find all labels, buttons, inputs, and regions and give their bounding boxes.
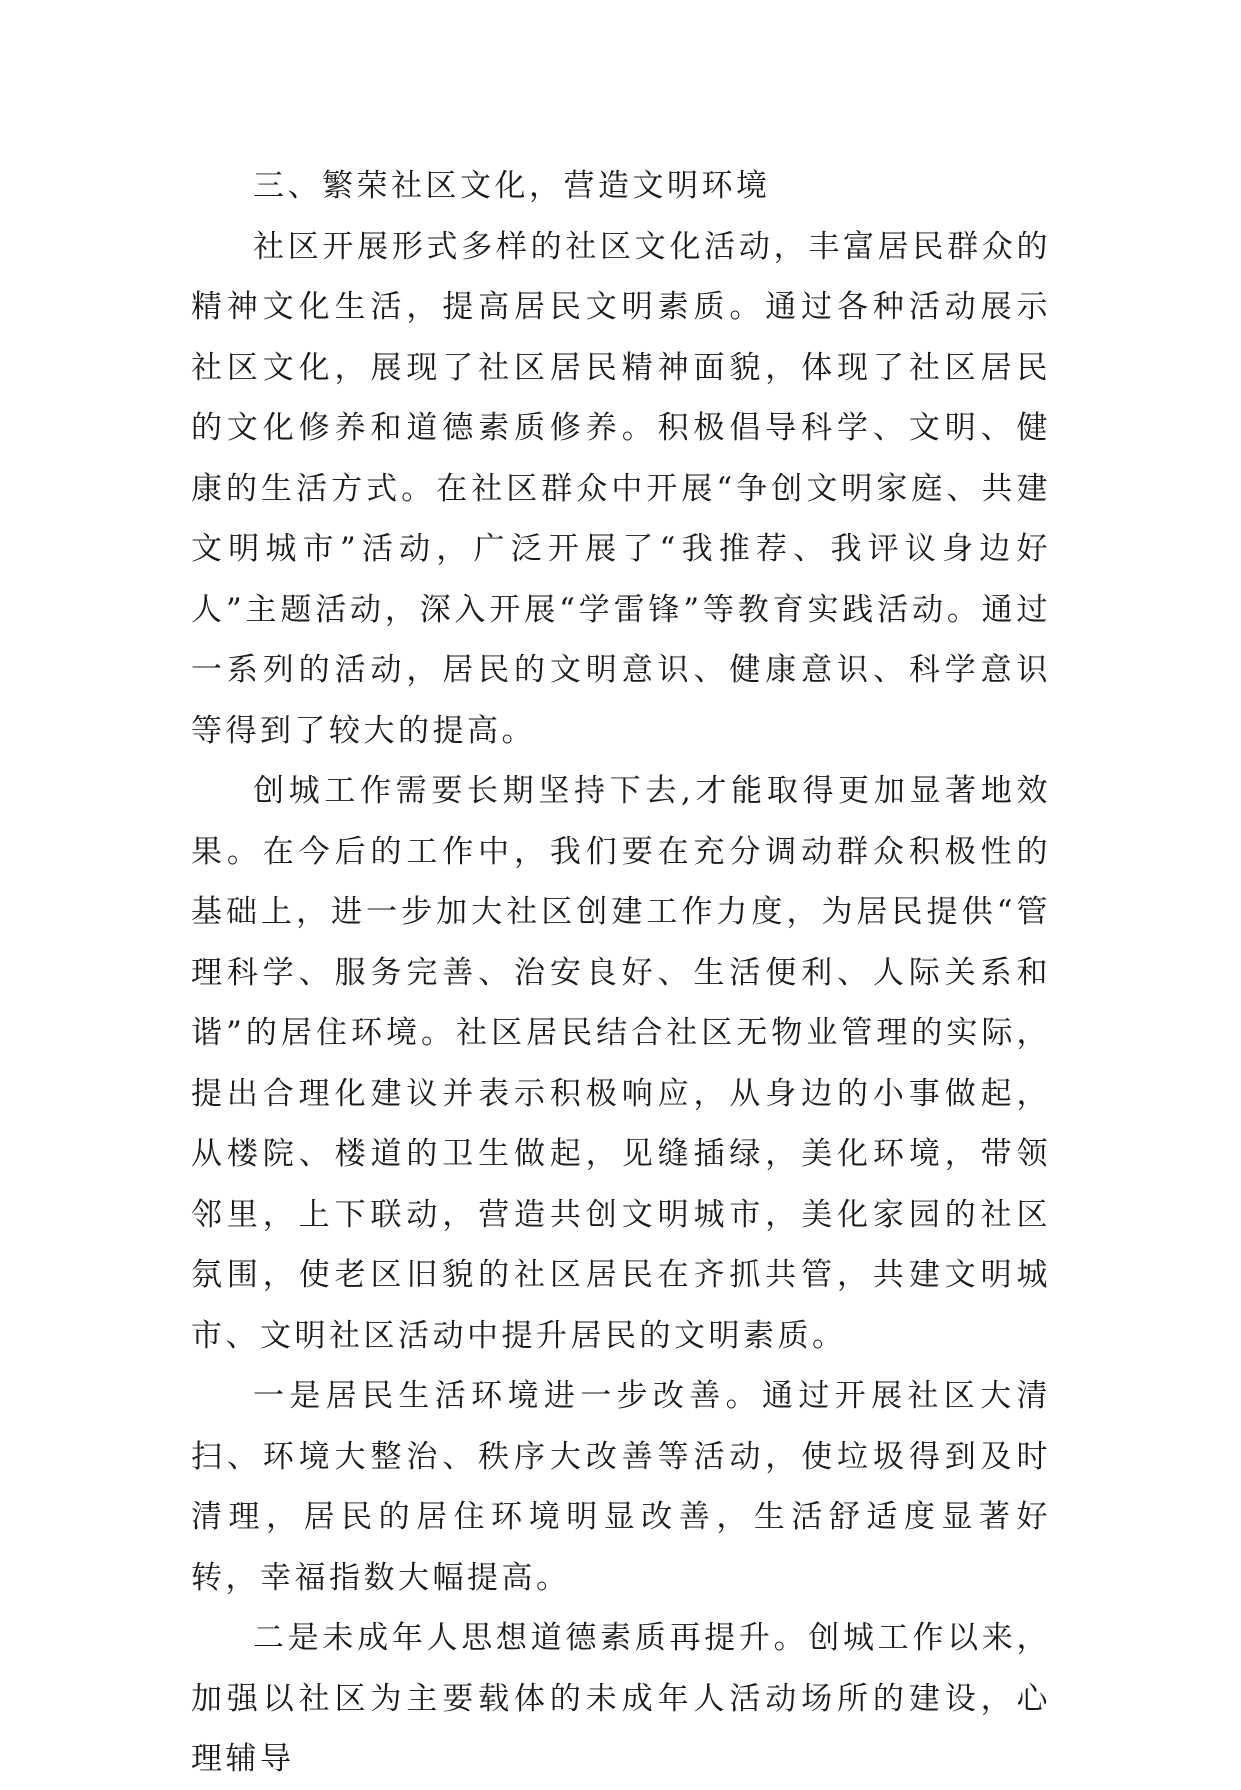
section-heading: 三、繁荣社区文化，营造文明环境 (253, 168, 771, 204)
document-body (191, 156, 1051, 1790)
paragraph-long-term-work: 创城工作需要长期坚持下去,才能取得更加显著地效果。在今后的工作中，我们要在充分调动群众积极性的基础上，进一步加大社区创建工作力度，为居民提供“管理科学、服务完善、治安良好、生活便利、人际关系和谐”的居住环境。社区居民结合社区无物业管理的实际，提出合理化建议并表示积极响应，从身边的小事做起，从楼院、楼道的卫生做起，见缝插绿，美化环境，带领邻里，上下联动，营造共创文明城市，美化家园的社区氛围，使老区旧貌的社区居民在齐抓共管，共建文明城市、文明社区活动中提升居民的文明素质。 (191, 773, 1051, 1354)
paragraph-minors-moral-quality: 二是未成年人思想道德素质再提升。创城工作以来，加强以社区为主要载体的未成年人活动场所的建设，心理辅导 (191, 1620, 1051, 1777)
paragraph-community-culture: 社区开展形式多样的社区文化活动，丰富居民群众的精神文化生活，提高居民文明素质。通过各种活动展示社区文化，展现了社区居民精神面貌，体现了社区居民的文化修养和道德素质修养。积极倡导科学、文明、健康的生活方式。在社区群众中开展“争创文明家庭、共建文明城市”活动，广泛开展了“我推荐、我评议身边好人”主题活动，深入开展“学雷锋”等教育实践活动。通过一系列的活动，居民的文明意识、健康意识、科学意识等得到了较大的提高。 (191, 228, 1051, 749)
paragraph-environment-improvement: 一是居民生活环境进一步改善。通过开展社区大清扫、环境大整治、秩序大改善等活动，使垃圾得到及时清理，居民的居住环境明显改善，生活舒适度显著好转，幸福指数大幅提高。 (191, 1378, 1051, 1596)
